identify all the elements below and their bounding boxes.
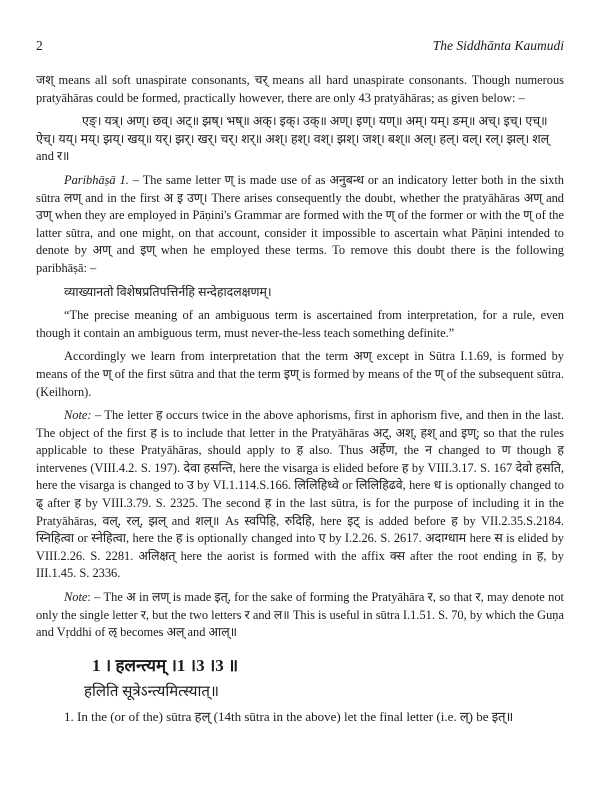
accordingly-paragraph: Accordingly we learn from interpretation that the term अण् except in Sūtra I.1.69, is formed by means of the ण् of the first sūtra and that the term इण् is formed by means of the ण् of the subsequent sūtra. (Keilhorn). (36, 349, 564, 399)
sutra-vrtti: हलिति सूत्रेऽन्त्यमित्स्यात्॥ (84, 683, 219, 700)
note-1-text: – The letter ह occurs twice in the above aphorisms, first in aphorism five, and then in the last. The object of the first ह is to include that letter in the Pratyāhāras अट्, अश्, हश् and इण्; so that the rules applicable to these Pratyāhāras, should apply to ह also. Thus अर्हेण, the न changed to ण though ह intervenes (VIII.4.2. S. 197). देवा हसन्ति, here the visarga is elided before ह by VIII.3.17. S. 167 देवो हसति, here the visarga is changed to उ by VI.1.114.S.166. लिलिहिध्वे or लिलिहिढवे, here ध is optionally changed to ढ् after ह by VIII.3.79. S. 2325. The second ह in the last sūtra, is for the purpose of including it in the Pratyāhāras, वल्, रल्, झल् and शल्॥ As स्वपिहि, रुदिहि, here इट् is added before ह by VII.2.35.S.2184. स्निहित्वा or स्नेहित्वा, here the ह is optionally changed into ए by I.2.26. S. 2617. अदाग्धाम here स is elided by VIII.2.26. S. 2281. अलिक्षत् here the aorist is formed with the affix क्स after the root ending in ह, by III.1.45. S. 2336. (36, 408, 564, 581)
book-title: The Siddhānta Kaumudi (432, 38, 564, 53)
note-2-label: Note (64, 590, 88, 605)
note-1-label: Note: (64, 408, 92, 423)
running-head (36, 38, 564, 54)
paragraph-consonants: जश् means all soft unaspirate consonants, चर् means all hard unaspirate consonants. Though numerous pratyāhāras could be formed, practically however, there are only 43 pratyāhāras; as given below: – (36, 73, 564, 105)
paribhasha-text: – The same letter ण् is made use of as अनुबन्ध or an indicatory letter both in the sixth sūtra लण् and in the first अ इ उण्। There arises consequently the doubt, whether the pratyāhāras अण् and उण् when they are employed in Pāṇini's Grammar are formed with the ण् of the former or with the ण् of the latter sūtra, and one might, on that account, consider it impossible to ascertain what Pāṇini intended to denote by अण् and इण् when he employed these terms. To remove this doubt there is the following paribhāṣā: – (36, 172, 564, 275)
note-1-paragraph (36, 407, 564, 583)
pratyahara-line-3: and र॥ (36, 149, 70, 164)
english-quote: “The precise meaning of an ambiguous term is ascertained from interpretation, for a rule, even though it contain an ambiguous term, must never-the-less teach something definite.” (36, 308, 564, 340)
note-2-paragraph (36, 589, 564, 642)
pratyahara-line-2: ऐच्। यय्। मय्। झय्। खय्॥ यर्। झर्। खर्। चर्। शर्॥ अश्। हश्। वश्। झश्। जश्। बश्॥ अल्। हल्। वल्। रल्। झल्। शल् (36, 131, 550, 146)
sanskrit-quote: व्याख्यानतो विशेषप्रतिपत्तिर्नहि सन्देहादलक्षणम्। (64, 284, 272, 299)
paribhasha-label: Paribhāṣā 1. (64, 172, 129, 187)
paribhasha-paragraph (36, 172, 564, 278)
sutra-heading: 1 । हलन्त्यम् ।1 ।3 ।3 ॥ (92, 655, 239, 675)
page-number: 2 (36, 38, 43, 53)
sutra-translation: 1. In the (or of the) sūtra हल् (14th sūtra in the above) let the final letter (i.e. ल्) be इत्॥ (64, 708, 514, 724)
pratyahara-line-1: एङ्। यत्र्। अण्। छव्। अट्॥ झष्। भष्॥ अक्। इक्। उक्॥ अण्। इण्। यण्॥ अम्। यम्। ङम्॥ अच्। इच्। एच्॥ (82, 114, 548, 129)
pratyahara-list (36, 113, 564, 166)
note-2-text: : – The अ in लण् is made इत्, for the sake of forming the Pratyāhāra र, so that र, may denote not only the single letter र, but the two letters र and ल॥ This is useful in sūtra I.1.51. S. 70, by which the Guṇa and Vṛddhi of ऌ becomes अल् and आल्॥ (36, 590, 564, 640)
